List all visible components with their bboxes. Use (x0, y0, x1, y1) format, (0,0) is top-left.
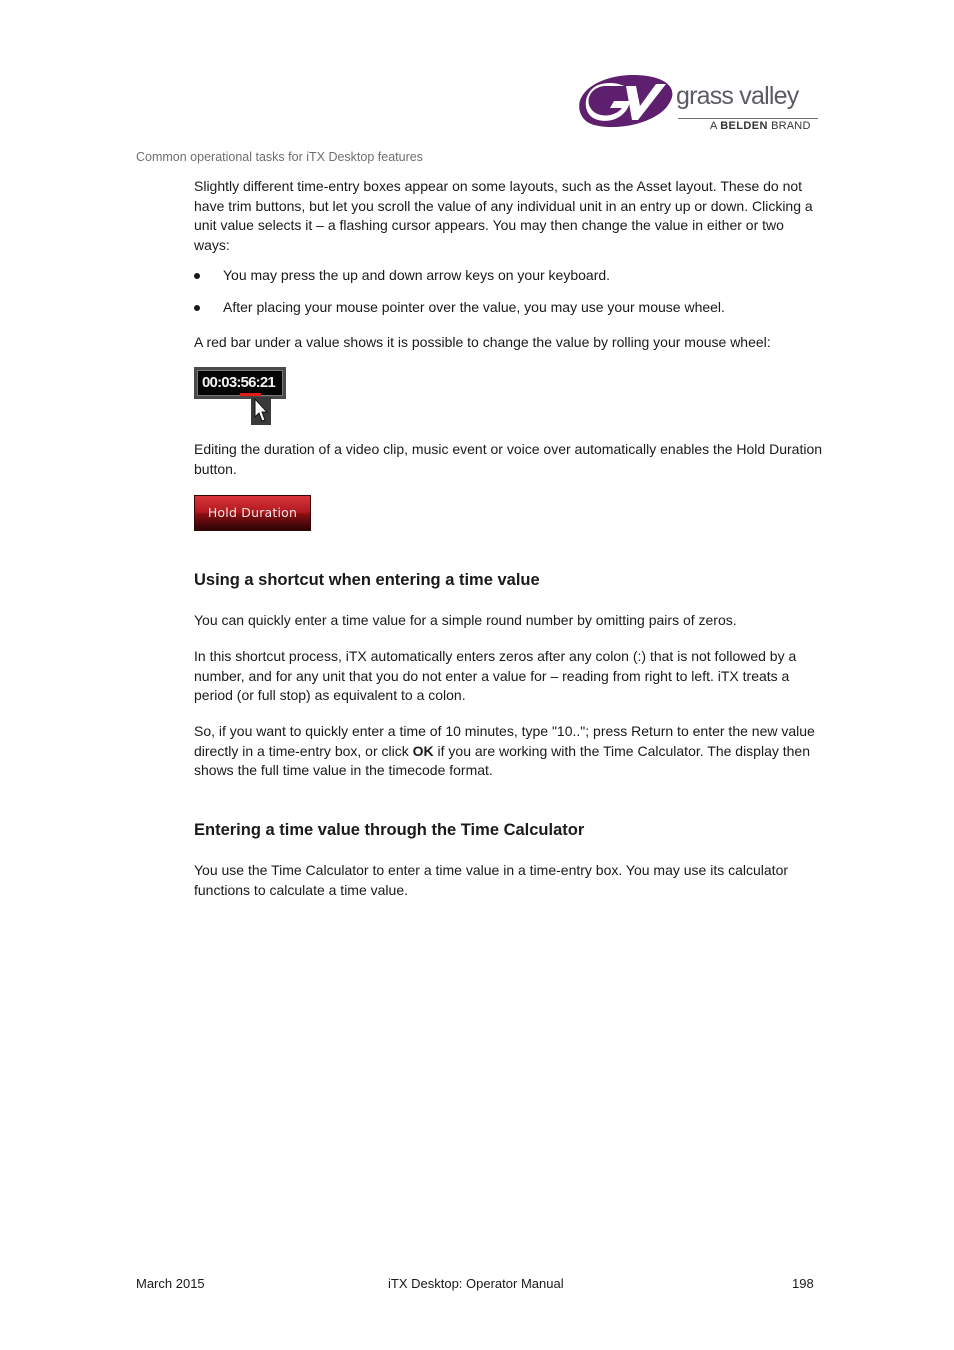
list-item-text: After placing your mouse pointer over the value, you may use your mouse wheel. (223, 299, 725, 315)
footer-page-number: 198 (792, 1276, 814, 1291)
hold-duration-paragraph: Editing the duration of a video clip, music event or voice over automatically enables the Hold Duration button. (194, 441, 823, 477)
grass-valley-swoosh-icon (574, 72, 678, 130)
red-bar-paragraph: A red bar under a value shows it is possible to change the value by rolling your mouse wheel: (194, 334, 771, 350)
bullet-icon (194, 273, 200, 279)
footer-title: iTX Desktop: Operator Manual (388, 1276, 564, 1291)
logo-divider (678, 118, 818, 119)
hold-duration-button[interactable]: Hold Duration (194, 495, 311, 531)
logo-brand-suffix: BRAND (771, 120, 811, 132)
shortcut-paragraph-1: You can quickly enter a time value for a simple round number by omitting pairs of zeros. (194, 612, 737, 628)
list-item-text: You may press the up and down arrow keys on your keyboard. (223, 267, 611, 283)
shortcut-paragraph-3-end: if you are working with the Time Calculator. The display then shows the full time value in the timecode format. (194, 742, 810, 778)
ok-label: OK (412, 742, 434, 759)
mouse-pointer-icon (251, 397, 271, 425)
logo-brand-line (710, 120, 811, 132)
scroll-indicator-red-bar (240, 393, 261, 396)
bullet-icon (194, 305, 200, 311)
footer-date: March 2015 (136, 1276, 205, 1291)
timecode-value: 00:03:56:21 (202, 374, 275, 391)
shortcut-paragraph-2: In this shortcut process, iTX automatically enters zeros after any colon (:) that is not followed by a number, and for any unit that you do not enter a value for – reading from right to left. iTX treats a period (or full stop) as equivalent to a colon. (194, 648, 797, 703)
grass-valley-logo (574, 70, 824, 136)
running-header: Common operational tasks for iTX Desktop features (136, 150, 423, 164)
intro-paragraph: Slightly different time-entry boxes appear on some layouts, such as the Asset layout. These do not have trim buttons, but let you scroll the value of any individual unit in an entry up or down. Clicking a unit value selects it – a flashing cursor appears. You may then change the value in either or two ways: (194, 178, 813, 253)
logo-brand-prefix: A (710, 120, 717, 132)
shortcut-paragraph-3-start: So, if you want to quickly enter a time of 10 minutes, type "10.."; press Return to enter the new value directly in a time-entry box, or click (194, 723, 815, 759)
section-heading-shortcut: Using a shortcut when entering a time value (194, 571, 540, 589)
logo-wordmark: grass valley (676, 82, 799, 110)
time-calculator-paragraph: You use the Time Calculator to enter a time value in a time-entry box. You may use its calculator functions to calculate a time value. (194, 862, 789, 898)
logo-brand-name: BELDEN (720, 120, 768, 132)
section-heading-time-calculator: Entering a time value through the Time Calculator (194, 821, 585, 839)
shortcut-paragraph-3 (194, 722, 822, 781)
